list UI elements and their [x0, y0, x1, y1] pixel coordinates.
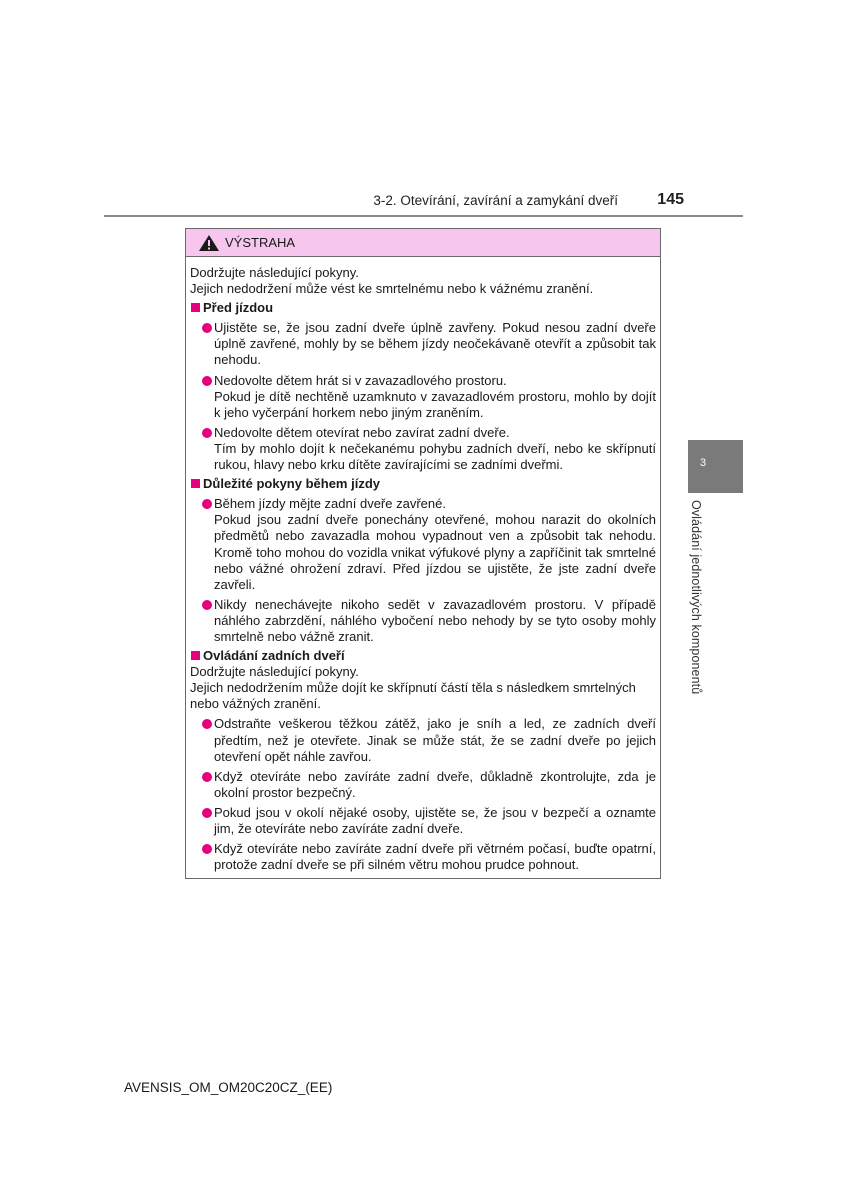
- chapter-tab: [688, 440, 743, 493]
- round-bullet-icon: [202, 772, 212, 782]
- bullet-paragraph: Pokud je dítě nechtěně uzamknuto v zavazadlovém prostoru, mohlo by dojít k jeho vyčerpání horkem nebo jiným zraněním.: [214, 388, 656, 420]
- bullet-text: [214, 425, 656, 473]
- bullet-text: [214, 805, 656, 837]
- round-bullet-icon: [202, 376, 212, 386]
- warning-content: [186, 257, 660, 873]
- round-bullet-icon: [202, 600, 212, 610]
- bullet-text: [214, 841, 656, 873]
- bullet-paragraph: Odstraňte veškerou těžkou zátěž, jako je sníh a led, ze zadních dveří předtím, než je otevřete. Jinak se může stát, že se zadní dveře po jejich otevření opět náhle zavřou.: [214, 716, 656, 764]
- bullet-item: [202, 597, 656, 645]
- chapter-side-text: Ovládání jednotlivých komponentů: [689, 500, 703, 695]
- round-bullet-icon: [202, 808, 212, 818]
- section-intro-line: Dodržujte následující pokyny.: [190, 664, 359, 680]
- section-heading: [190, 648, 656, 664]
- section-intro-line: Jejich nedodržením může dojít ke skřípnutí částí těla s následkem smrtelných nebo vážných zranění.: [190, 680, 636, 712]
- section-heading: [190, 300, 656, 316]
- section-heading: [190, 476, 656, 492]
- bullet-text: [214, 597, 656, 645]
- bullet-paragraph: Když otevíráte nebo zavíráte zadní dveře při větrném počasí, buďte opatrní, protože zadní dveře se při silném větru mohou prudce pohnout.: [214, 841, 656, 873]
- chapter-number: 3: [700, 457, 707, 469]
- section-heading-text: Před jízdou: [203, 300, 274, 316]
- bullet-paragraph: Nedovolte dětem hrát si v zavazadlového prostoru.: [214, 372, 507, 388]
- section-heading-text: Důležité pokyny během jízdy: [203, 476, 380, 492]
- intro-line: Jejich nedodržení může vést ke smrtelnému nebo k vážnému zranění.: [190, 281, 594, 297]
- bullet-paragraph: Pokud jsou v okolí nějaké osoby, ujistěte se, že jsou v bezpečí a oznamte jim, že otevíráte nebo zavíráte zadní dveře.: [214, 804, 656, 836]
- square-bullet-icon: [191, 303, 200, 312]
- bullet-paragraph: Nedovolte dětem otevírat nebo zavírat zadní dveře.: [214, 424, 510, 440]
- warning-triangle-icon: [198, 234, 220, 252]
- bullet-item: [202, 841, 656, 873]
- bullet-text: [214, 320, 656, 368]
- round-bullet-icon: [202, 499, 212, 509]
- round-bullet-icon: [202, 719, 212, 729]
- bullet-paragraph: Během jízdy mějte zadní dveře zavřené.: [214, 496, 446, 512]
- warning-box: [185, 228, 661, 879]
- bullet-paragraph: Tím by mohlo dojít k nečekanému pohybu zadních dveří, nebo ke skřípnutí rukou, hlavy nebo krku dítěte zavírajícími se zadními dveřmi.: [214, 440, 656, 473]
- bullet-item: [202, 496, 656, 593]
- bullet-item: [202, 805, 656, 837]
- section-heading-text: Ovládání zadních dveří: [203, 648, 345, 664]
- round-bullet-icon: [202, 844, 212, 854]
- bullet-item: [202, 425, 656, 473]
- chapter-side-label: [680, 500, 726, 710]
- bullet-paragraph: Pokud jsou zadní dveře ponechány otevřené, mohou narazit do okolních předmětů nebo zavazadla mohou vypadnout ven a způsobit tak nehodu. Kromě toho mohou do vozidla vnikat výfukové plyny a zapříčinit tak smrtelné nebo vážné ohrožení zdraví. Před jízdou se ujistěte, že jste zadní dveře zavřeli.: [214, 512, 656, 592]
- bullet-text: [214, 769, 656, 801]
- bullet-paragraph: Ujistěte se, že jsou zadní dveře úplně zavřeny. Pokud nesou zadní dveře úplně zavřené, mohly by se během jízdy neočekávaně otevřít a způsobit tak nehodu.: [214, 320, 656, 368]
- round-bullet-icon: [202, 323, 212, 333]
- document-code: AVENSIS_OM_OM20C20CZ_(EE): [124, 1080, 333, 1095]
- square-bullet-icon: [191, 651, 200, 660]
- intro-line: Dodržujte následující pokyny.: [190, 265, 359, 280]
- bullet-text: [214, 373, 656, 421]
- header-divider: [104, 215, 743, 217]
- bullet-item: [202, 373, 656, 421]
- bullet-paragraph: Když otevíráte nebo zavíráte zadní dveře, důkladně zkontrolujte, zda je okolní prostor bezpečný.: [214, 768, 656, 800]
- bullet-text: [214, 716, 656, 764]
- bullet-paragraph: Nikdy nenechávejte nikoho sedět v zavazadlovém prostoru. V případě náhlého zabrzdění, náhlého vybočení nebo nehody by se tyto osoby mohly smrtelně nebo vážně zranit.: [214, 596, 656, 644]
- bullet-text: [214, 496, 656, 593]
- round-bullet-icon: [202, 428, 212, 438]
- warning-header: [186, 229, 660, 257]
- bullet-item: [202, 769, 656, 801]
- bullet-item: [202, 320, 656, 368]
- warning-title: VÝSTRAHA: [225, 235, 296, 250]
- bullet-item: [202, 716, 656, 764]
- page-number: 145: [657, 191, 684, 208]
- square-bullet-icon: [191, 479, 200, 488]
- section-header-title: 3-2. Otevírání, zavírání a zamykání dveří: [373, 193, 618, 208]
